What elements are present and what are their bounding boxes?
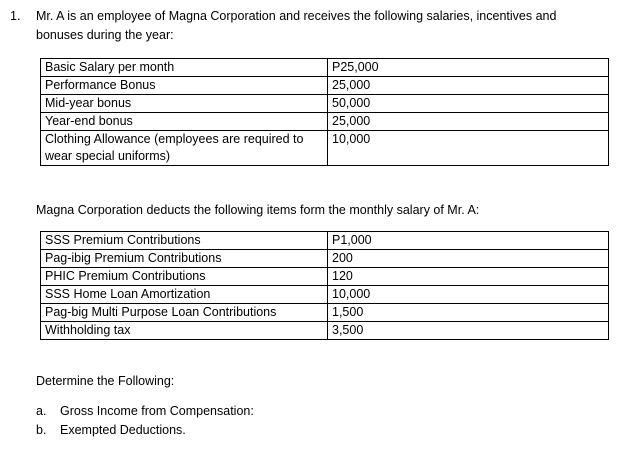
determine-item-a-marker: a.: [36, 404, 47, 418]
question-number: 1.: [10, 9, 21, 23]
table-row: [41, 250, 609, 268]
deductions-intro: Magna Corporation deducts the following items form the monthly salary of Mr. A:: [36, 203, 480, 217]
income-label: Basic Salary per month: [41, 59, 328, 77]
table-row: [41, 304, 609, 322]
income-value: P25,000: [328, 59, 609, 77]
deduction-label: SSS Premium Contributions: [41, 232, 328, 250]
question-intro-line2: bonuses during the year:: [36, 28, 174, 42]
deduction-label: Pag-ibig Premium Contributions: [41, 250, 328, 268]
income-label: Performance Bonus: [41, 77, 328, 95]
table-row: [41, 322, 609, 340]
table-row: [41, 59, 609, 77]
income-value: 25,000: [328, 77, 609, 95]
determine-item-b-marker: b.: [36, 423, 47, 437]
table-row: [41, 232, 609, 250]
table-row: [41, 131, 609, 166]
deduction-value: 200: [328, 250, 609, 268]
determine-item-a-text: Gross Income from Compensation:: [60, 404, 254, 418]
deductions-table: [40, 231, 609, 340]
table-row: [41, 268, 609, 286]
question-intro-line1: Mr. A is an employee of Magna Corporation and receives the following salaries, incentives and: [36, 9, 557, 23]
determine-heading: Determine the Following:: [36, 374, 175, 388]
deduction-label: SSS Home Loan Amortization: [41, 286, 328, 304]
deduction-value: P1,000: [328, 232, 609, 250]
income-value: 50,000: [328, 95, 609, 113]
income-label: Clothing Allowance (employees are required to wear special uniforms): [41, 131, 328, 166]
income-table: [40, 58, 609, 166]
deduction-label: Withholding tax: [41, 322, 328, 340]
deduction-value: 3,500: [328, 322, 609, 340]
income-value: 10,000: [328, 131, 609, 166]
table-row: [41, 95, 609, 113]
table-row: [41, 286, 609, 304]
table-row: [41, 77, 609, 95]
income-value: 25,000: [328, 113, 609, 131]
deduction-value: 1,500: [328, 304, 609, 322]
deduction-label: Pag-big Multi Purpose Loan Contributions: [41, 304, 328, 322]
deduction-value: 120: [328, 268, 609, 286]
income-label: Year-end bonus: [41, 113, 328, 131]
table-row: [41, 113, 609, 131]
deduction-label: PHIC Premium Contributions: [41, 268, 328, 286]
determine-item-b-text: Exempted Deductions.: [60, 423, 186, 437]
income-label: Mid-year bonus: [41, 95, 328, 113]
deduction-value: 10,000: [328, 286, 609, 304]
